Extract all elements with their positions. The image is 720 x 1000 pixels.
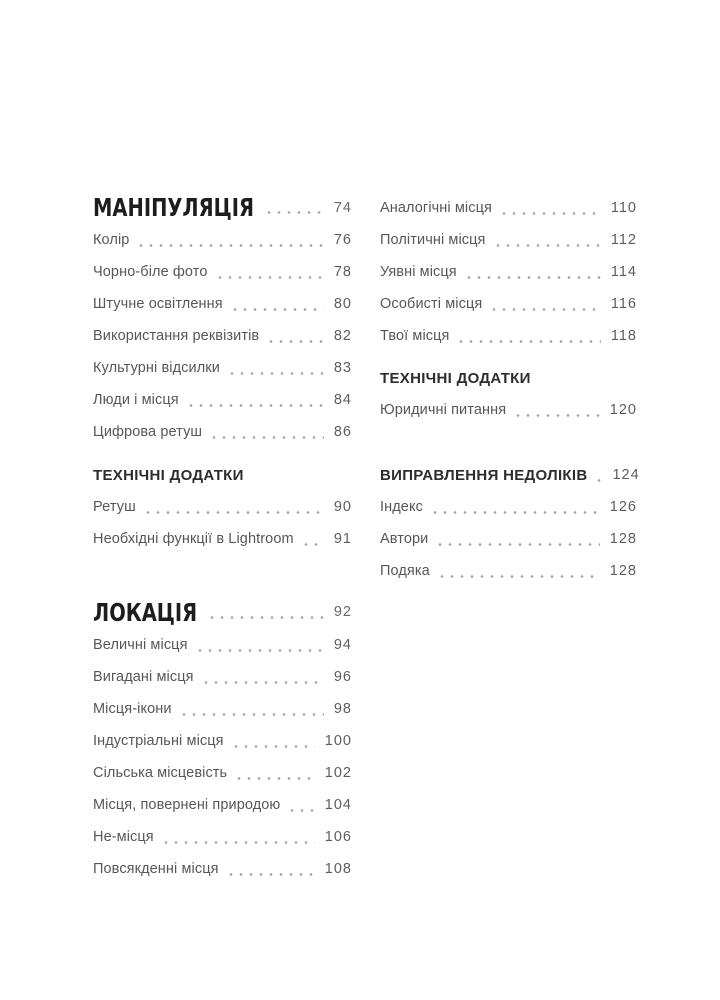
chapter-title: МАНІПУЛЯЦІЯ: [93, 193, 255, 222]
chapter-page-number: 124: [612, 467, 640, 483]
toc-entry: [93, 256, 352, 288]
toc-entry-label: Використання реквізитів: [93, 328, 260, 344]
toc-entry-label: Місця-ікони: [93, 701, 172, 717]
toc-entry-page: 80: [333, 296, 352, 312]
toc-entry-page: 106: [324, 829, 352, 845]
dot-leader: [464, 266, 601, 279]
toc-entry-label: Уявні місця: [380, 264, 457, 280]
dot-leader: [266, 330, 324, 343]
toc-entry: [93, 288, 352, 320]
dot-leader: [227, 362, 324, 375]
toc-entry: [380, 555, 637, 587]
toc-entry: [93, 491, 352, 523]
toc-entry-label: Вигадані місця: [93, 669, 194, 685]
dot-leader: [234, 767, 315, 780]
toc-entry-page: 116: [610, 296, 637, 312]
toc-entry-label: Величні місця: [93, 637, 188, 653]
toc-entry-page: 91: [333, 531, 352, 547]
toc-entry-page: 128: [609, 563, 637, 579]
toc-entry: [93, 661, 352, 693]
toc-entry-label: Твої місця: [380, 328, 450, 344]
dot-leader: [201, 671, 324, 684]
toc-entry-label: Місця, повернені природою: [93, 797, 281, 813]
dot-leader: [264, 201, 323, 214]
toc-entry-page: 76: [333, 232, 352, 248]
toc-chapter-manipulation: [93, 191, 352, 224]
toc-subheader-technical-appendix: [93, 459, 352, 491]
toc-entry: [93, 725, 352, 757]
toc-entry-page: 96: [333, 669, 352, 685]
toc-entry-label: Цифрова ретуш: [93, 424, 203, 440]
toc-entry-page: 82: [333, 328, 352, 344]
toc-entry: [93, 523, 352, 555]
toc-entry-page: 110: [610, 200, 637, 216]
subheader-title: ТЕХНІЧНІ ДОДАТКИ: [380, 369, 531, 387]
toc-subheader-technical-appendix: [380, 362, 637, 394]
dot-leader: [435, 533, 599, 546]
toc-entry-page: 90: [333, 499, 352, 515]
toc-entry-label: Колір: [93, 232, 130, 248]
toc-entry: [380, 320, 637, 352]
toc-entry-label: Особисті місця: [380, 296, 483, 312]
toc-entry-page: 98: [333, 701, 352, 717]
toc-entry-page: 120: [609, 402, 637, 418]
toc-entry-page: 128: [609, 531, 637, 547]
toc-right-column: [380, 192, 640, 587]
toc-entry: [93, 224, 352, 256]
dot-leader: [594, 469, 602, 482]
toc-left-column: [93, 191, 352, 885]
toc-entry-page: 118: [610, 328, 637, 344]
dot-leader: [230, 298, 324, 311]
dot-leader: [301, 533, 324, 546]
dot-leader: [430, 501, 600, 514]
toc-entry-page: 104: [324, 797, 352, 813]
toc-entry-label: Політичні місця: [380, 232, 486, 248]
dot-leader: [231, 735, 315, 748]
dot-leader: [499, 202, 601, 215]
toc-entry-page: 78: [333, 264, 352, 280]
toc-entry: [93, 693, 352, 725]
dot-leader: [456, 330, 600, 343]
toc-entry-label: Подяка: [380, 563, 430, 579]
dot-leader: [437, 565, 600, 578]
dot-leader: [195, 639, 324, 652]
toc-entry-label: Ретуш: [93, 499, 136, 515]
dot-leader: [136, 234, 323, 247]
dot-leader: [179, 703, 324, 716]
toc-entry: [93, 629, 352, 661]
toc-entry-page: 84: [333, 392, 352, 408]
toc-entry-label: Сільська місцевість: [93, 765, 228, 781]
dot-leader: [513, 404, 600, 417]
toc-entry-label: Чорно-біле фото: [93, 264, 208, 280]
toc-entry-label: Аналогічні місця: [380, 200, 492, 216]
subheader-title: ТЕХНІЧНІ ДОДАТКИ: [93, 466, 244, 484]
chapter-page-number: 92: [333, 604, 352, 620]
toc-entry: [93, 352, 352, 384]
toc-entry: [93, 853, 352, 885]
toc-entry: [93, 757, 352, 789]
dot-leader: [226, 863, 315, 876]
toc-entry: [380, 523, 637, 555]
dot-leader: [143, 501, 324, 514]
toc-entry: [380, 394, 637, 426]
toc-entry-page: 100: [324, 733, 352, 749]
toc-entry: [93, 416, 352, 448]
toc-entry-page: 83: [333, 360, 352, 376]
dot-leader: [489, 298, 601, 311]
toc-entry-label: Культурні відсилки: [93, 360, 220, 376]
toc-entry: [93, 821, 352, 853]
toc-entry-label: Автори: [380, 531, 429, 547]
toc-entry-label: Люди і місця: [93, 392, 179, 408]
dot-leader: [161, 831, 315, 844]
toc-entry-label: Юридичні питання: [380, 402, 507, 418]
toc-entry-label: Штучне освітлення: [93, 296, 223, 312]
chapter-title: ЛОКАЦІЯ: [93, 597, 198, 627]
toc-entry-label: Індустріальні місця: [93, 733, 224, 749]
toc-entry-page: 108: [324, 861, 352, 877]
dot-leader: [493, 234, 601, 247]
dot-leader: [209, 426, 324, 439]
toc-entry-label: Необхідні функції в Lightroom: [93, 531, 294, 547]
dot-leader: [207, 606, 324, 619]
toc-entry-label: Індекс: [380, 499, 423, 515]
toc-entry-page: 102: [324, 765, 352, 781]
toc-entry: [380, 288, 637, 320]
toc-chapter-location: [93, 595, 352, 629]
toc-entry-label: Не-місця: [93, 829, 154, 845]
chapter-title: ВИПРАВЛЕННЯ НЕДОЛІКІВ: [380, 466, 588, 484]
toc-entry-page: 112: [610, 232, 637, 248]
toc-entry: [93, 384, 352, 416]
chapter-page-number: 74: [333, 199, 352, 216]
toc-entry-page: 86: [333, 424, 352, 440]
toc-entry: [380, 192, 637, 224]
toc-entry: [93, 789, 352, 821]
toc-entry-page: 114: [610, 264, 637, 280]
toc-entry-label: Повсякденні місця: [93, 861, 219, 877]
dot-leader: [215, 266, 324, 279]
dot-leader: [186, 394, 324, 407]
toc-entry: [380, 491, 637, 523]
toc-entry-page: 126: [609, 499, 637, 515]
toc-entry: [380, 256, 637, 288]
toc-entry-page: 94: [333, 637, 352, 653]
toc-chapter-fixing-flaws: [380, 459, 640, 491]
dot-leader: [287, 799, 314, 812]
toc-entry: [380, 224, 637, 256]
toc-entry: [93, 320, 352, 352]
